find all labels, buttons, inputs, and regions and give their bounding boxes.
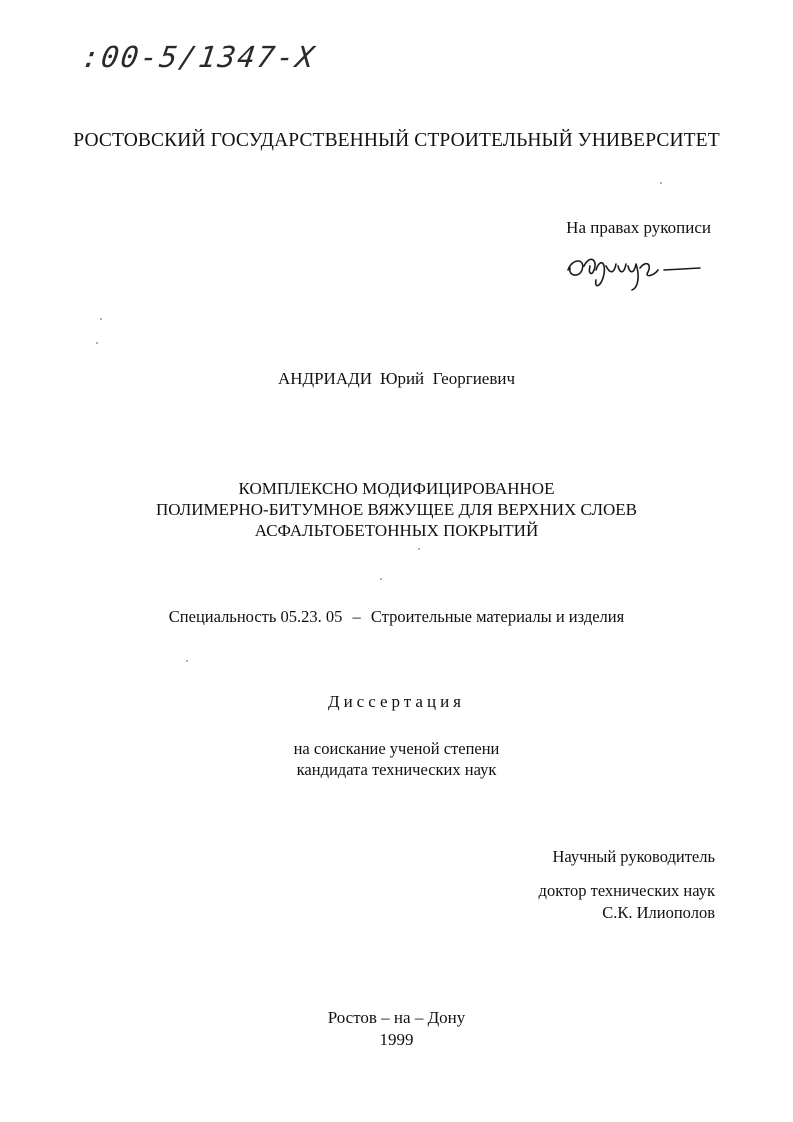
title-line: АСФАЛЬТОБЕТОННЫХ ПОКРЫТИЙ: [254, 521, 539, 540]
supervisor-name: С.К. Илиополов: [602, 903, 715, 922]
supervisor-role: Научный руководитель: [552, 847, 715, 866]
supervisor-block: [539, 846, 715, 924]
degree-statement: [0, 738, 793, 780]
work-type: Диссертация: [327, 692, 465, 711]
specialty-name: Строительные материалы и изделия: [370, 607, 625, 626]
place-and-year: [0, 1007, 793, 1051]
university-name: РОСТОВСКИЙ ГОСУДАРСТВЕННЫЙ СТРОИТЕЛЬНЫЙ УНИВЕРСИТЕТ: [73, 130, 720, 151]
author-surname: АНДРИАДИ: [277, 369, 372, 388]
dissertation-title: [0, 478, 793, 541]
scan-speck: [418, 548, 420, 550]
specialty-separator: –: [352, 607, 361, 626]
specialty-line: [0, 607, 793, 627]
scan-speck: [660, 182, 662, 184]
title-line: КОМПЛЕКСНО МОДИФИЦИРОВАННОЕ: [238, 479, 555, 498]
author-given-names: Юрий Георгиевич: [379, 369, 516, 388]
year: 1999: [379, 1030, 414, 1049]
scan-speck: [186, 660, 188, 662]
title-line: ПОЛИМЕРНО-БИТУМНОЕ ВЯЖУЩЕЕ ДЛЯ ВЕРХНИХ СЛОЕВ: [156, 500, 637, 519]
scan-speck: [100, 318, 102, 320]
specialty-code: 05.23. 05: [280, 607, 343, 626]
degree-line: на соискание ученой степени: [293, 739, 500, 758]
supervisor-degree: доктор технических наук: [538, 881, 715, 900]
place: Ростов – на – Дону: [327, 1008, 466, 1027]
specialty-label: Специальность: [168, 607, 277, 626]
scan-speck: [96, 342, 98, 344]
scan-speck: [380, 578, 382, 580]
author-signature: [560, 240, 710, 295]
archive-code: :00-5/1347-X: [79, 40, 318, 74]
manuscript-rights-note: На правах рукописи: [566, 218, 711, 237]
author-name: [0, 369, 793, 389]
degree-line: кандидата технических наук: [296, 760, 497, 779]
